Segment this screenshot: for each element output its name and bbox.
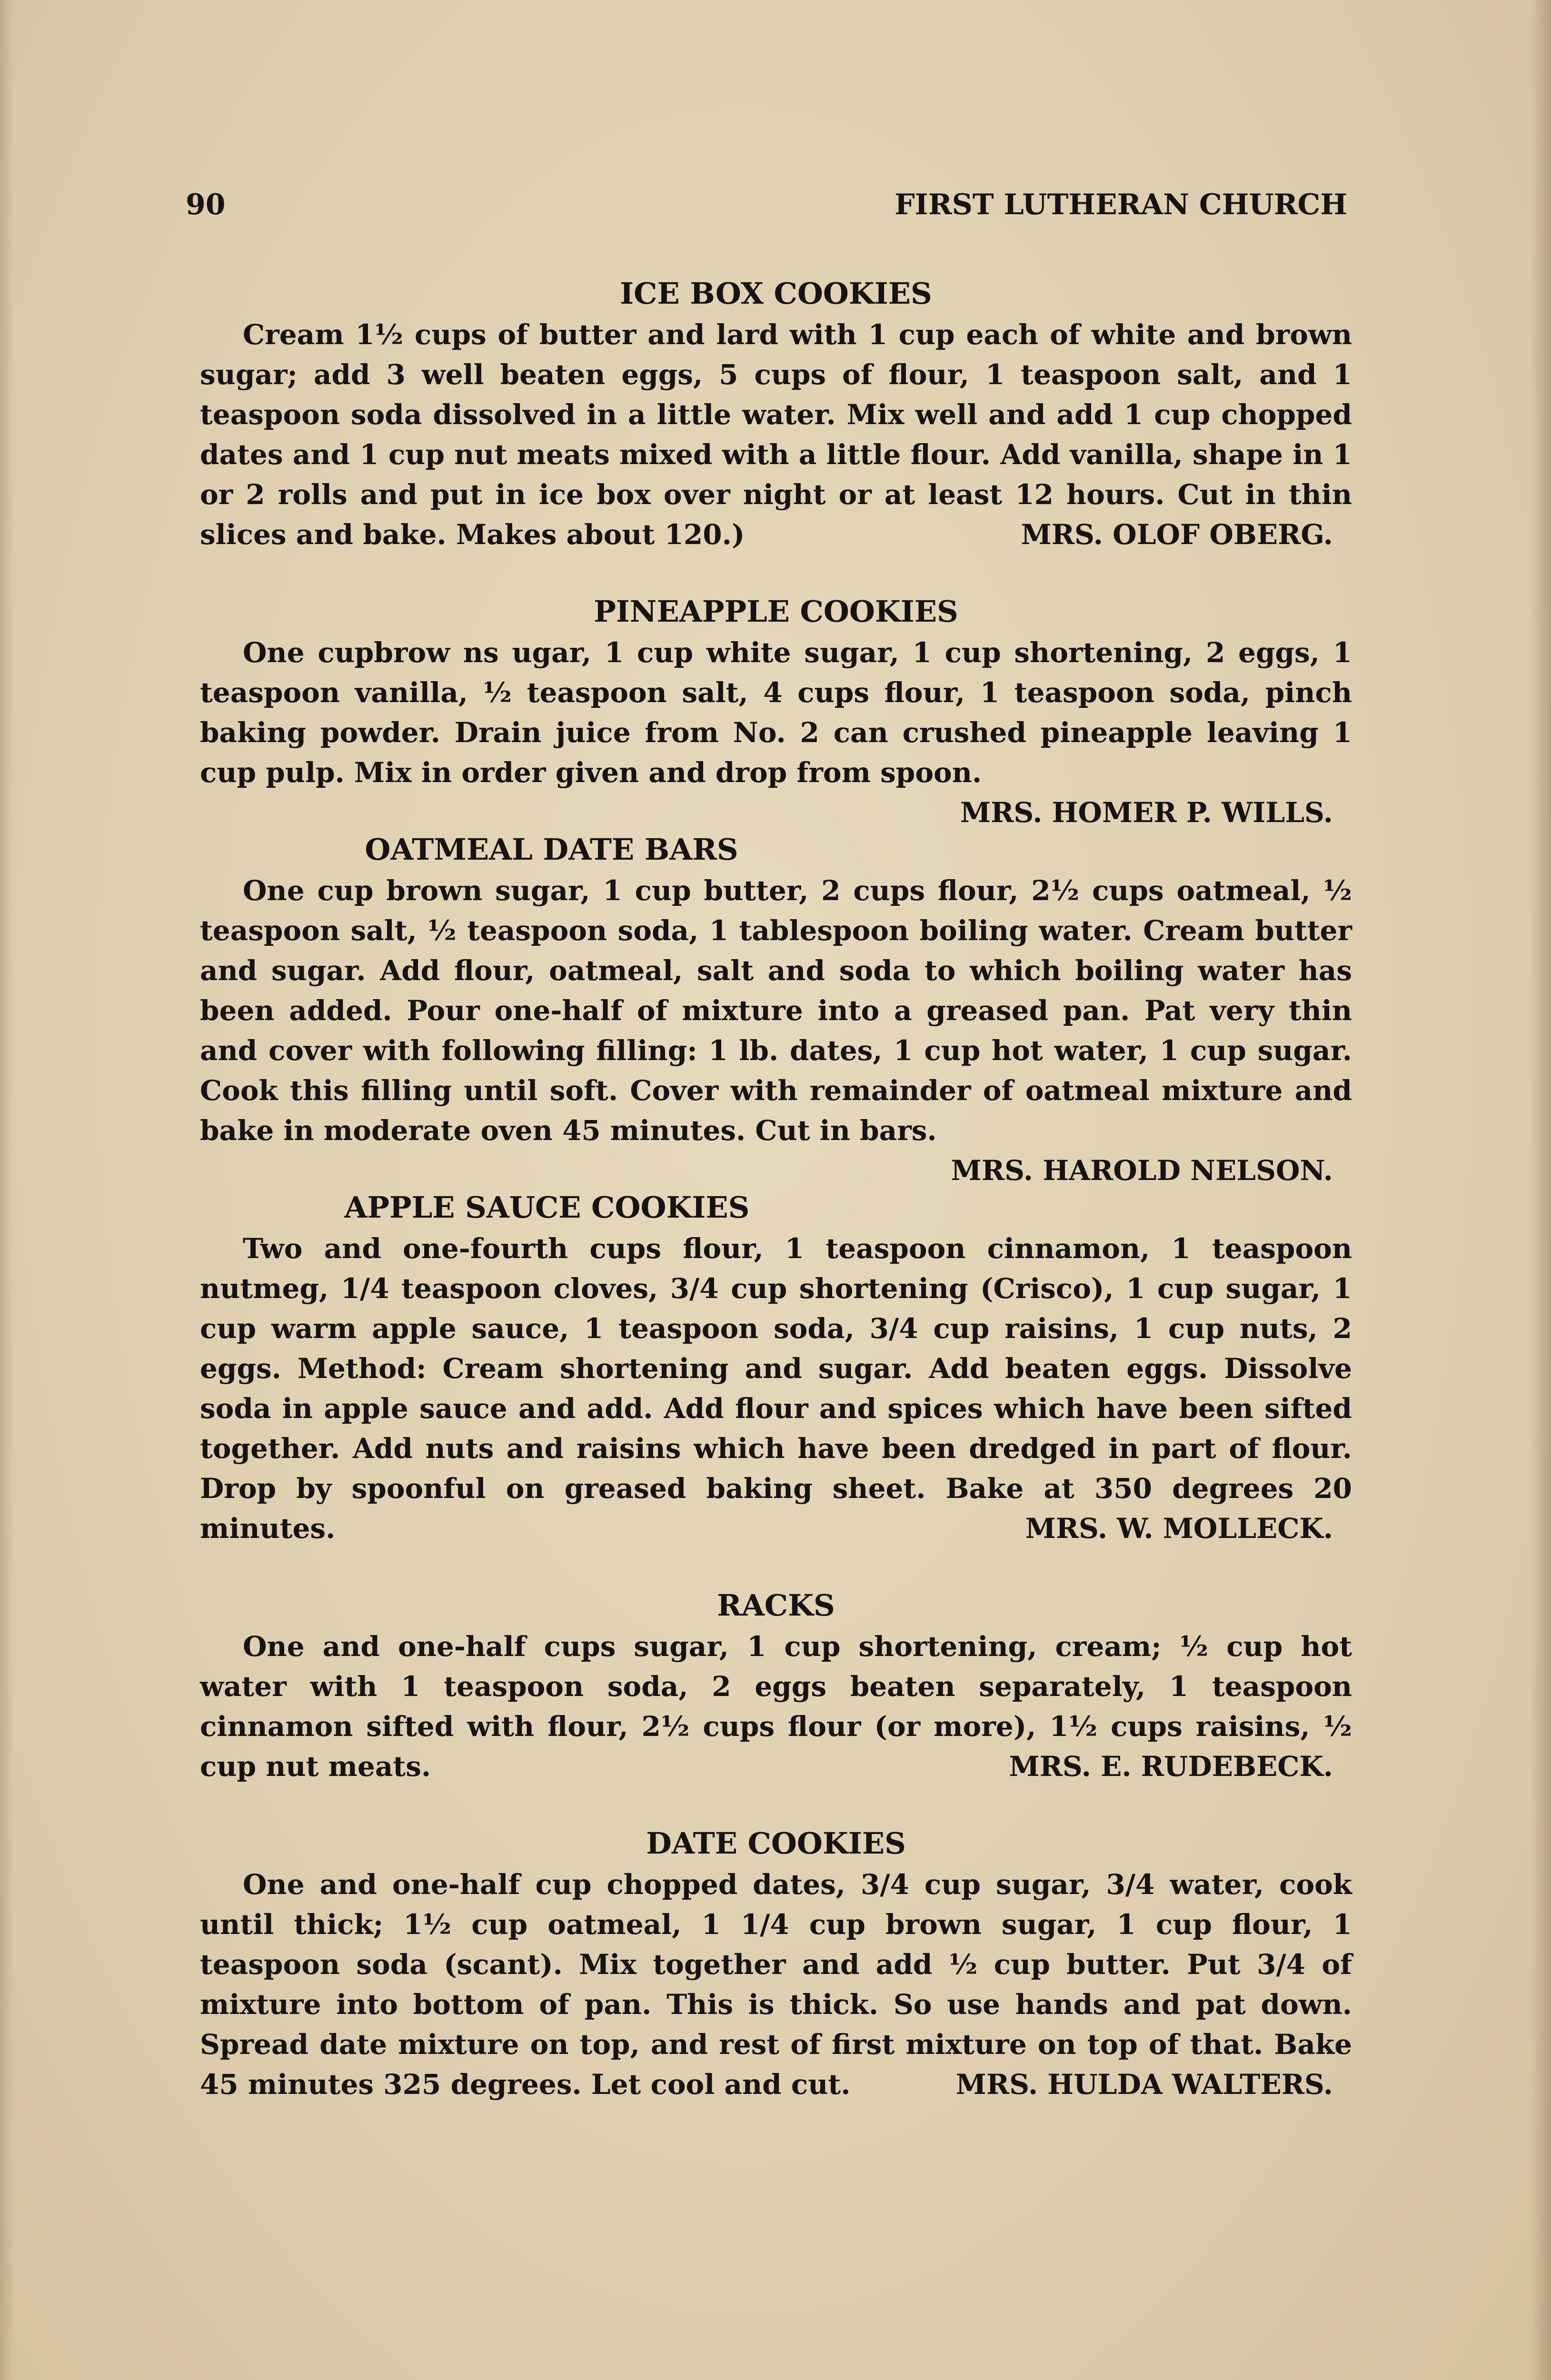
running-head: FIRST LUTHERAN CHURCH bbox=[895, 188, 1347, 221]
recipe-ice-box-cookies bbox=[200, 274, 1352, 555]
recipe-text: One and one-half cup chopped dates, 3/4 cup sugar, 3/4 water, cook until thick; 1½ cup oatmeal, 1 1/4 cup brown sugar, 1 cup flour, 1 teaspoon soda (scant). Mix together and add ½ cup butter. Put 3/4 of mixture into bottom of pan. This is thick. So use hands and pat down. Spread date mixture on top, and rest of first mixture on top of that. Bake 45 minutes 325 degrees. Let cool and cut. bbox=[200, 1868, 1352, 2101]
recipe-body bbox=[200, 633, 1352, 829]
recipe-body bbox=[200, 315, 1352, 555]
recipe-body bbox=[200, 1626, 1352, 1786]
recipe-author: MRS. HOMER P. WILLS. bbox=[960, 796, 1333, 829]
recipe-text: One cupbrow ns ugar, 1 cup white sugar, 1 cup shortening, 2 eggs, 1 teaspoon vanilla, ½ teaspoon salt, 4 cups flour, 1 teaspoon soda, pinch baking powder. Drain juice from No. 2 can crushed pineapple leaving 1 cup pulp. Mix in order given and drop from spoon. bbox=[200, 636, 1352, 789]
recipe-author: MRS. HAROLD NELSON. bbox=[951, 1154, 1333, 1187]
page-left-shadow bbox=[0, 0, 14, 2380]
recipe-date-cookies bbox=[200, 1824, 1352, 2104]
recipe-title: PINEAPPLE COOKIES bbox=[594, 594, 958, 629]
page-right-shadow bbox=[1530, 0, 1551, 2380]
recipe-text: One and one-half cups sugar, 1 cup shortening, cream; ½ cup hot water with 1 teaspoon soda, 2 eggs beaten separately, 1 teaspoon cinnamon sifted with flour, 2½ cups flour (or more), 1½ cups raisins, ½ cup nut meats. bbox=[200, 1630, 1352, 1783]
recipe-title: APPLE SAUCE COOKIES bbox=[344, 1190, 750, 1225]
recipe-author: MRS. OLOF OBERG. bbox=[1021, 518, 1333, 551]
recipe-title: RACKS bbox=[717, 1588, 835, 1623]
recipe-author: MRS. W. MOLLECK. bbox=[1025, 1512, 1333, 1545]
recipe-title: DATE COOKIES bbox=[646, 1826, 906, 1861]
recipe-title: OATMEAL DATE BARS bbox=[365, 832, 738, 867]
recipe-racks bbox=[200, 1586, 1352, 1786]
recipe-text: One cup brown sugar, 1 cup butter, 2 cups flour, 2½ cups oatmeal, ½ teaspoon salt, ½ teaspoon soda, 1 tablespoon boiling water. Cream butter and sugar. Add flour, oatmeal, salt and soda to which boiling water has been added. Pour one-half of mixture into a greased pan. Pat very thin and cover with following filling: 1 lb. dates, 1 cup hot water, 1 cup sugar. Cook this filling until soft. Cover with remainder of oatmeal mixture and bake in moderate oven 45 minutes. Cut in bars. bbox=[200, 874, 1352, 1147]
recipe-author: MRS. E. RUDEBECK. bbox=[1009, 1750, 1333, 1783]
recipe-text: Two and one-fourth cups flour, 1 teaspoon cinnamon, 1 teaspoon nutmeg, 1/4 teaspoon cloves, 3/4 cup shortening (Crisco), 1 cup sugar, 1 cup warm apple sauce, 1 teaspoon soda, 3/4 cup raisins, 1 cup nuts, 2 eggs. Method: Cream shortening and sugar. Add beaten eggs. Dissolve soda in apple sauce and add. Add flour and spices which have been sifted together. Add nuts and raisins which have been dredged in part of flour. Drop by spoonful on greased baking sheet. Bake at 350 degrees 20 minutes. bbox=[200, 1232, 1352, 1545]
recipe-title: ICE BOX COOKIES bbox=[620, 276, 932, 311]
page-header bbox=[186, 188, 1347, 231]
recipe-text: Cream 1½ cups of butter and lard with 1 cup each of white and brown sugar; add 3 well beaten eggs, 5 cups of flour, 1 teaspoon salt, and 1 teaspoon soda dissolved in a little water. Mix well and add 1 cup chopped dates and 1 cup nut meats mixed with a little flour. Add vanilla, shape in 1 or 2 rolls and put in ice box over night or at least 12 hours. Cut in thin slices and bake. Makes about 120.) bbox=[200, 318, 1352, 551]
recipe-apple-sauce-cookies bbox=[200, 1188, 1352, 1548]
page-number: 90 bbox=[186, 188, 226, 221]
recipe-list bbox=[200, 274, 1352, 2142]
recipe-author: MRS. HULDA WALTERS. bbox=[955, 2068, 1333, 2101]
recipe-body bbox=[200, 1229, 1352, 1548]
recipe-body bbox=[200, 871, 1352, 1187]
recipe-oatmeal-date-bars bbox=[200, 830, 1352, 1187]
recipe-body bbox=[200, 1864, 1352, 2104]
recipe-pineapple-cookies bbox=[200, 592, 1352, 829]
